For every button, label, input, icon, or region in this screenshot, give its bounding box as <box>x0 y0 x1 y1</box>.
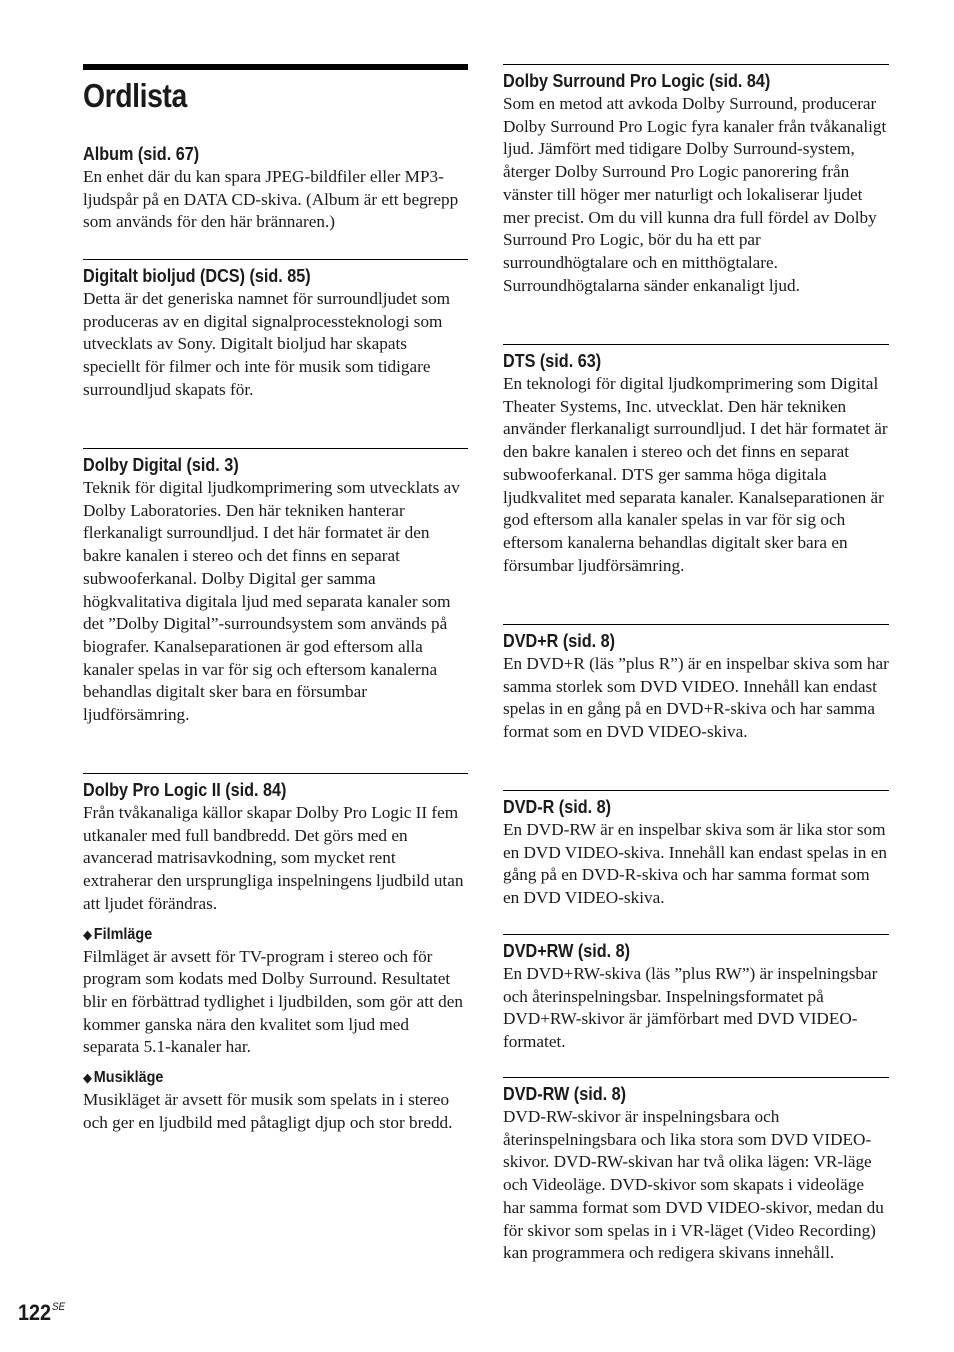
diamond-bullet-icon: ◆ <box>83 1070 92 1086</box>
entry-heading: Dolby Digital (sid. 3) <box>83 455 239 475</box>
entry-heading: Dolby Pro Logic II (sid. 84) <box>83 780 287 800</box>
glossary-entry <box>83 448 468 727</box>
entry-heading: DTS (sid. 63) <box>503 351 602 371</box>
entry-heading: Digitalt bioljud (DCS) (sid. 85) <box>83 266 311 286</box>
entry-heading: Dolby Surround Pro Logic (sid. 84) <box>503 71 771 91</box>
page-title: Ordlista <box>83 77 187 114</box>
diamond-bullet-icon: ◆ <box>83 926 92 942</box>
entry-heading: DVD-R (sid. 8) <box>503 797 612 817</box>
entry-heading: DVD+R (sid. 8) <box>503 631 616 651</box>
entry-body: Från tvåkanaliga källor skapar Dolby Pro Logic II fem utkanaler med full bandbredd. Det görs med en avancerad matrisavkodning, som mycket rent extraherar den ursprungliga inspelningens ljudbild utan att ljudet förändras. <box>83 803 464 913</box>
sub-body-filmlage: Filmläget är avsett för TV-program i stereo och för program som kodats med Dolby Surround. Resultatet blir en förbättrad tydlighet i ljudbilden, som gör att den kommer ganska nära den kvalitet som ljud med separata 5.1-kanaler har. <box>83 946 463 1057</box>
entry-body: Detta är det generiska namnet för surroundljudet som produceras av en digital signalprocessteknologi som utvecklats av Sony. Digitalt bioljud har skapats speciellt för filmer och inte för musik som tidigare surroundljud skapats för. <box>83 289 451 399</box>
entry-body: En DVD+RW-skiva (läs ”plus RW”) är inspelningsbar och återinspelningsbar. Inspelningsformatet på DVD+RW-skivor är jämförbart med DVD VIDEO-formatet. <box>503 964 878 1052</box>
entry-body: En enhet där du kan spara JPEG-bildfiler eller MP3-ljudspår på en DATA CD-skiva. (Album är ett begrepp som används för den här brännaren.) <box>83 167 459 232</box>
entry-body: Som en metod att avkoda Dolby Surround, producerar Dolby Surround Pro Logic fyra kanaler från tvåkanaligt ljud. Jämfört med tidigare Dolby Surround-system, återger Dolby Surround Pro Logic panorering från vänster till höger mer naturligt och lokaliserar ljudet mer precist. Om du vill kunna dra full fördel av Dolby Surround Pro Logic, bör du ha ett par surroundhögtalare och en mitthögtalare. Surroundhögtalarna sänder enkanaligt ljud. <box>503 94 887 295</box>
title-rule <box>83 64 468 70</box>
glossary-entry <box>503 624 889 744</box>
entry-body: En DVD-RW är en inspelbar skiva som är lika stor som en DVD VIDEO-skiva. Innehåll kan endast spelas in en gång på en DVD-R-skiva och har samma format som en DVD VIDEO-skiva. <box>503 820 887 908</box>
entry-body: En DVD+R (läs ”plus R”) är en inspelbar skiva som har samma storlek som DVD VIDEO. Innehåll kan endast spelas in en gång på en DVD+R-skiva och har samma format som en DVD VIDEO-skiva. <box>503 654 889 742</box>
glossary-entry <box>503 1077 889 1265</box>
entry-body: DVD-RW-skivor är inspelningsbara och återinspelningsbara och lika stora som DVD VIDEO-skivor. DVD-RW-skivan har två olika lägen: VR-läge och Videoläge. DVD-skivor som skapats i videoläge har samma format som DVD VIDEO-skivor, medan du för skivor som spelas in i VR-läget (Video Recording) kan programmera och redigera skivans innehåll. <box>503 1107 884 1263</box>
glossary-entry <box>83 259 468 402</box>
subheading-filmlage: ◆ Filmläge <box>83 925 153 943</box>
entry-heading: Album (sid. 67) <box>83 144 200 164</box>
glossary-entry <box>503 934 889 1054</box>
entry-body: En teknologi för digital ljudkomprimering som Digital Theater Systems, Inc. utvecklat. Den här tekniken använder flerkanaligt surroundljud. I det här formatet är den bakre kanalen i stereo och det finns en separat subwooferkanal. DTS ger samma höga digitala ljudkvalitet med separata kanaler. Kanalseparationen är god eftersom alla kanaler spelas in var för sig och eftersom kanalerna behandlas digitalt sker bara en försumbar ljudförsämring. <box>503 374 888 575</box>
glossary-entry <box>503 790 889 910</box>
entry-heading: DVD-RW (sid. 8) <box>503 1084 627 1104</box>
page-number: $122^{SE}$ <box>18 1300 66 1325</box>
glossary-entry <box>503 344 889 577</box>
entry-heading: DVD+RW (sid. 8) <box>503 941 631 961</box>
glossary-entry <box>503 64 889 297</box>
glossary-entry <box>83 143 468 234</box>
sub-body-musiklage: Musikläget är avsett för musik som spelats in i stereo och ger en ljudbild med påtagligt djup och stor bredd. <box>83 1090 453 1132</box>
glossary-entry <box>83 773 468 1134</box>
subheading-musiklage: ◆ Musikläge <box>83 1069 164 1087</box>
page-suffix: SE <box>51 1301 66 1313</box>
entry-body: Teknik för digital ljudkomprimering som utvecklats av Dolby Laboratories. Den här tekniken hanterar flerkanaligt surroundljud. I det här formatet är den bakre kanalen i stereo och det finns en separat subwooferkanal. Dolby Digital ger samma högkvalitativa digitala ljud med separata kanaler som det ”Dolby Digital”-surroundsystem som används på biografer. Kanalseparationen är god eftersom alla kanaler spelas in var för sig och eftersom kanalerna behandlas digitalt sker bara en försumbar ljudförsämring. <box>83 478 460 725</box>
